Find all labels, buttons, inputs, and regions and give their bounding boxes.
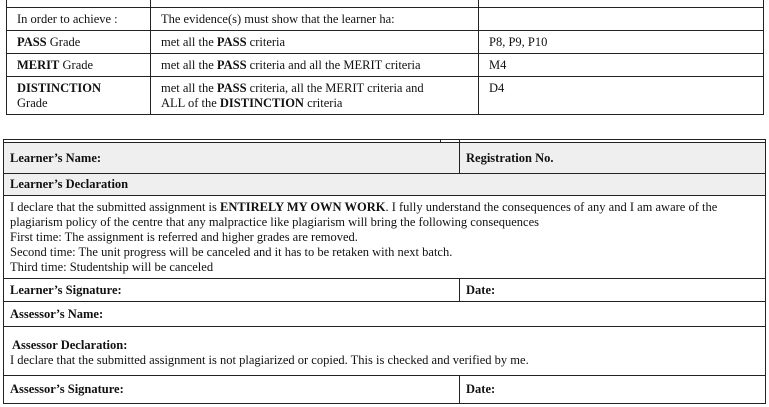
learner-name-row: [4, 143, 766, 174]
declaration-form-table: [3, 139, 766, 404]
grade-requirement: met all the PASS criteria and all the MERIT criteria: [151, 54, 479, 77]
registration-number-field[interactable]: Registration No.: [460, 143, 766, 174]
assessor-declaration-row: [4, 327, 766, 376]
grade-name: DISTINCTION Grade: [7, 77, 151, 115]
learner-signature-field[interactable]: Learner’s Signature:: [4, 279, 460, 302]
learner-declaration-text: [4, 196, 766, 279]
learner-declaration-title: Learner’s Declaration: [4, 174, 766, 196]
header-achieve: In order to achieve :: [7, 8, 151, 31]
learner-name-field[interactable]: Learner’s Name:: [4, 143, 460, 174]
grade-criteria: M4: [479, 54, 764, 77]
grade-row-pass: [7, 31, 764, 54]
grade-criteria: P8, P9, P10: [479, 31, 764, 54]
consequence-third: Third time: Studentship will be canceled: [10, 260, 214, 274]
learner-date-field[interactable]: Date:: [460, 279, 766, 302]
assessor-signature-field[interactable]: Assessor’s Signature:: [4, 376, 460, 404]
declaration-paragraph: I declare that the submitted assignment is ENTIRELY MY OWN WORK. I fully understand the consequences of any and I am aware of the plagiarism policy of the centre that any malpractice like plagiarism will bring the following consequences: [10, 200, 718, 229]
grading-criteria-table: [6, 0, 764, 115]
assessor-name-row: [4, 302, 766, 327]
header-evidence: The evidence(s) must show that the learner ha:: [151, 8, 479, 31]
grade-row-merit: [7, 54, 764, 77]
assessor-declaration-text: I declare that the submitted assignment is not plagiarized or copied. This is checked and verified by me.: [10, 353, 529, 367]
learner-declaration-body-row: [4, 196, 766, 279]
assessor-name-field[interactable]: Assessor’s Name:: [4, 302, 766, 327]
grade-requirement: met all the PASS criteria, all the MERIT criteria and ALL of the DISTINCTION criteria: [151, 77, 479, 115]
assessor-date-field[interactable]: Date:: [460, 376, 766, 404]
learner-declaration-title-row: [4, 174, 766, 196]
assessor-declaration-block: [4, 327, 766, 376]
assessor-signature-row: [4, 376, 766, 404]
grade-row-distinction: [7, 77, 764, 115]
consequence-second: Second time: The unit progress will be canceled and it has to be retaken with next batch.: [10, 245, 453, 259]
consequence-first: First time: The assignment is referred and higher grades are removed.: [10, 230, 358, 244]
grade-name: MERIT Grade: [7, 54, 151, 77]
assessor-declaration-title: Assessor Declaration:: [12, 338, 128, 352]
grade-requirement: met all the PASS criteria: [151, 31, 479, 54]
table-top-edge: [7, 0, 764, 8]
learner-signature-row: [4, 279, 766, 302]
grading-header-row: [7, 8, 764, 31]
grade-name: PASS Grade: [7, 31, 151, 54]
header-criteria: [479, 8, 764, 31]
grade-criteria: D4: [479, 77, 764, 115]
